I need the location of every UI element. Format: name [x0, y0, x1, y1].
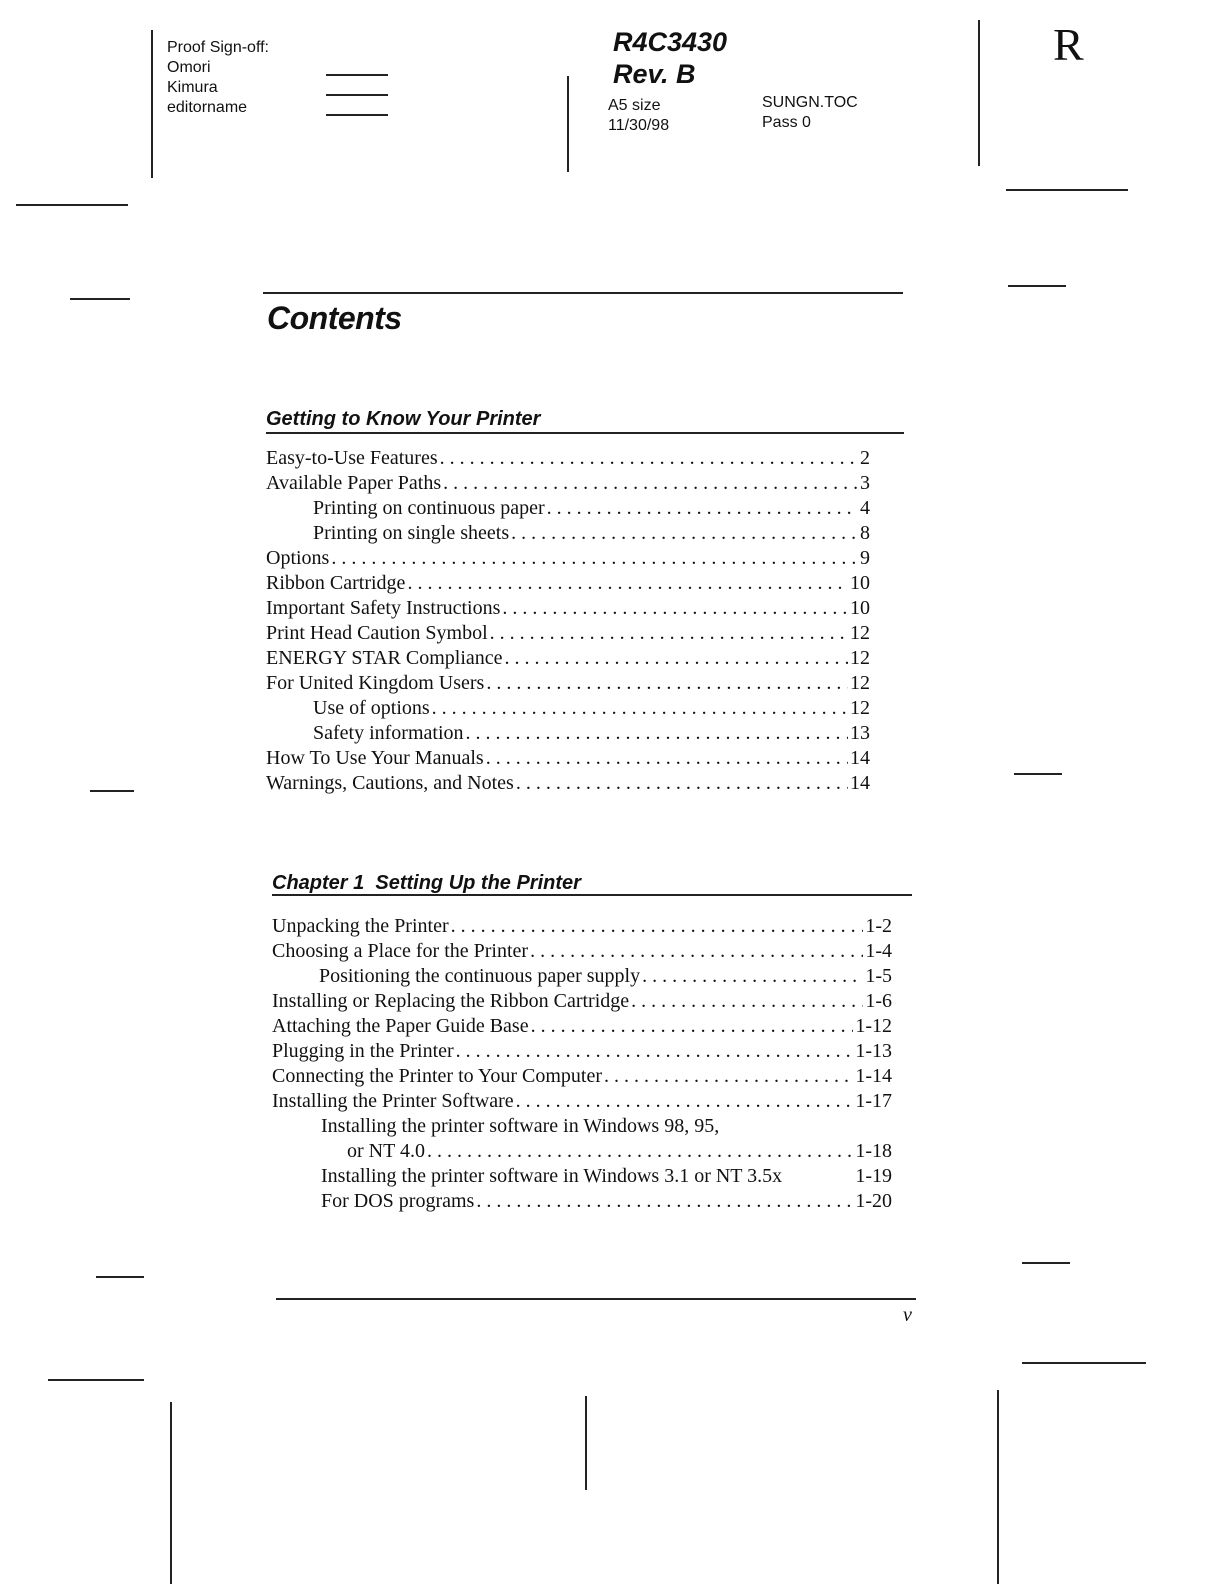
page-mark: R: [1053, 19, 1084, 70]
toc-entry-text: Installing the printer software in Windows 3.1 or NT 3.5x: [321, 1165, 783, 1187]
toc-entry-text: Use of options: [313, 697, 430, 719]
toc-entry[interactable]: [266, 496, 870, 521]
toc-entry-page: 12: [850, 622, 870, 644]
toc-entry-page: 1-12: [855, 1015, 892, 1037]
toc-entry-text: Printing on continuous paper: [313, 497, 545, 519]
crop-mark: [978, 20, 980, 166]
toc-entry-text: Available Paper Paths: [266, 472, 442, 494]
crop-mark: [70, 298, 130, 300]
toc-entry[interactable]: [266, 446, 870, 471]
toc-entry-text: Positioning the continuous paper supply: [319, 965, 641, 987]
toc-entry-text: Attaching the Paper Guide Base: [272, 1015, 529, 1037]
toc-entry-page: 10: [850, 597, 870, 619]
toc-entry-wrapped[interactable]: Installing the printer software in Windows 98, 95,: [321, 1115, 720, 1137]
document-revision: Rev. B: [613, 59, 696, 89]
toc-entry[interactable]: [272, 1164, 892, 1189]
page-title: Contents: [267, 300, 402, 336]
toc-list: [266, 446, 870, 796]
toc-entry-text: Installing the Printer Software: [272, 1090, 514, 1112]
toc-entry-text: Easy-to-Use Features: [266, 447, 438, 469]
toc-entry-text: Ribbon Cartridge: [266, 572, 406, 594]
toc-entry[interactable]: [266, 471, 870, 496]
toc-entry-page: 12: [850, 697, 870, 719]
toc-entry[interactable]: [272, 1014, 892, 1039]
toc-entry-page: 1-14: [855, 1065, 892, 1087]
proof-signoff: [167, 38, 269, 118]
crop-mark: [1022, 1262, 1070, 1264]
signature-line: [326, 94, 388, 96]
document-id-block: [613, 26, 727, 90]
toc-entry[interactable]: [266, 771, 870, 796]
toc-entry[interactable]: [266, 721, 870, 746]
signature-line: [326, 74, 388, 76]
signoff-name: Omori: [167, 59, 211, 76]
toc-entry-text: Warnings, Cautions, and Notes: [266, 772, 514, 794]
toc-entry-text: For DOS programs: [321, 1190, 475, 1212]
crop-mark: [48, 1379, 144, 1381]
toc-entry-page: 9: [860, 547, 870, 569]
toc-entry-page: 14: [850, 747, 870, 769]
crop-mark: [16, 204, 128, 206]
signature-line: [326, 114, 388, 116]
toc-entry-page: 1-5: [865, 965, 892, 987]
page-number: v: [903, 1304, 912, 1326]
doc-size: A5 size: [608, 97, 661, 114]
toc-entry-text: How To Use Your Manuals: [266, 747, 484, 769]
toc-entry-page: 14: [850, 772, 870, 794]
toc-entry[interactable]: [266, 571, 870, 596]
toc-entry-page: 12: [850, 647, 870, 669]
toc-entry-page: 13: [850, 722, 870, 744]
crop-mark: [1008, 285, 1066, 287]
toc-list: [272, 914, 892, 1214]
crop-mark: [1022, 1362, 1146, 1364]
toc-entry-text: ENERGY STAR Compliance: [266, 647, 503, 669]
crop-mark: [1006, 189, 1128, 191]
toc-entry-text: Installing or Replacing the Ribbon Cartridge: [272, 990, 630, 1012]
toc-entry[interactable]: [272, 989, 892, 1014]
toc-entry[interactable]: [272, 1039, 892, 1064]
toc-entry-text: For United Kingdom Users: [266, 672, 485, 694]
document-id: R4C3430: [613, 27, 728, 57]
section-heading: Getting to Know Your Printer: [266, 408, 541, 430]
toc-entry[interactable]: [266, 646, 870, 671]
signoff-label: Proof Sign-off:: [167, 39, 269, 56]
toc-entry-text: Printing on single sheets: [313, 522, 510, 544]
doc-size-date: [608, 96, 669, 136]
toc-entry-text: Choosing a Place for the Printer: [272, 940, 529, 962]
toc-entry[interactable]: [266, 596, 870, 621]
crop-mark: [1014, 773, 1062, 775]
toc-entry[interactable]: [272, 914, 892, 939]
toc-entry-text: or NT 4.0: [347, 1140, 425, 1162]
section-rule: [266, 432, 904, 434]
toc-entry-text: Plugging in the Printer: [272, 1040, 454, 1062]
doc-pass: Pass 0: [762, 114, 811, 131]
toc-entry[interactable]: [266, 746, 870, 771]
toc-entry-text: Safety information: [313, 722, 464, 744]
toc-entry-page: 1-19: [855, 1165, 892, 1187]
toc-entry-page: 10: [850, 572, 870, 594]
title-rule: [263, 292, 903, 294]
toc-entry-page: 1-4: [865, 940, 892, 962]
toc-entry-page: 1-18: [855, 1140, 892, 1162]
toc-entry-text: Print Head Caution Symbol: [266, 622, 488, 644]
toc-entry-text: Options: [266, 547, 330, 569]
toc-entry[interactable]: [266, 521, 870, 546]
toc-entry-page: 1-17: [855, 1090, 892, 1112]
toc-entry[interactable]: [272, 1064, 892, 1089]
toc-entry[interactable]: [272, 1089, 892, 1114]
toc-entry-text: Connecting the Printer to Your Computer: [272, 1065, 602, 1087]
toc-entry[interactable]: [266, 621, 870, 646]
crop-mark: [96, 1276, 144, 1278]
crop-mark: [90, 790, 134, 792]
section-heading: Chapter 1 Setting Up the Printer: [272, 872, 581, 894]
crop-mark: [567, 76, 569, 172]
toc-entry-text: Unpacking the Printer: [272, 915, 449, 937]
toc-entry-page: 2: [860, 447, 870, 469]
toc-entry[interactable]: [272, 964, 892, 989]
toc-entry[interactable]: [266, 696, 870, 721]
doc-file: SUNGN.TOC: [762, 94, 858, 111]
footer-rule: [276, 1298, 916, 1300]
toc-entry[interactable]: [272, 1139, 892, 1164]
toc-entry-page: 1-20: [855, 1190, 892, 1212]
doc-file-pass: [762, 93, 858, 133]
toc-entry-text: Important Safety Instructions: [266, 597, 501, 619]
section-rule: [272, 894, 912, 896]
crop-mark: [585, 1396, 587, 1490]
toc-entry-page: 1-13: [855, 1040, 892, 1062]
signoff-name: editorname: [167, 99, 248, 116]
doc-date: 11/30/98: [608, 117, 670, 134]
toc-entry-page: 8: [860, 522, 870, 544]
crop-mark: [151, 30, 153, 178]
toc-entry[interactable]: [272, 1189, 892, 1214]
crop-mark: [170, 1402, 172, 1584]
toc-entry[interactable]: [272, 939, 892, 964]
toc-entry-page: 3: [860, 472, 870, 494]
toc-entry[interactable]: [266, 546, 870, 571]
toc-entry-page: 1-6: [865, 990, 892, 1012]
signoff-name: Kimura: [167, 79, 218, 96]
toc-entry-page: 12: [850, 672, 870, 694]
toc-entry-page: 4: [860, 497, 870, 519]
toc-entry[interactable]: [266, 671, 870, 696]
toc-entry-page: 1-2: [865, 915, 892, 937]
crop-mark: [997, 1390, 999, 1584]
